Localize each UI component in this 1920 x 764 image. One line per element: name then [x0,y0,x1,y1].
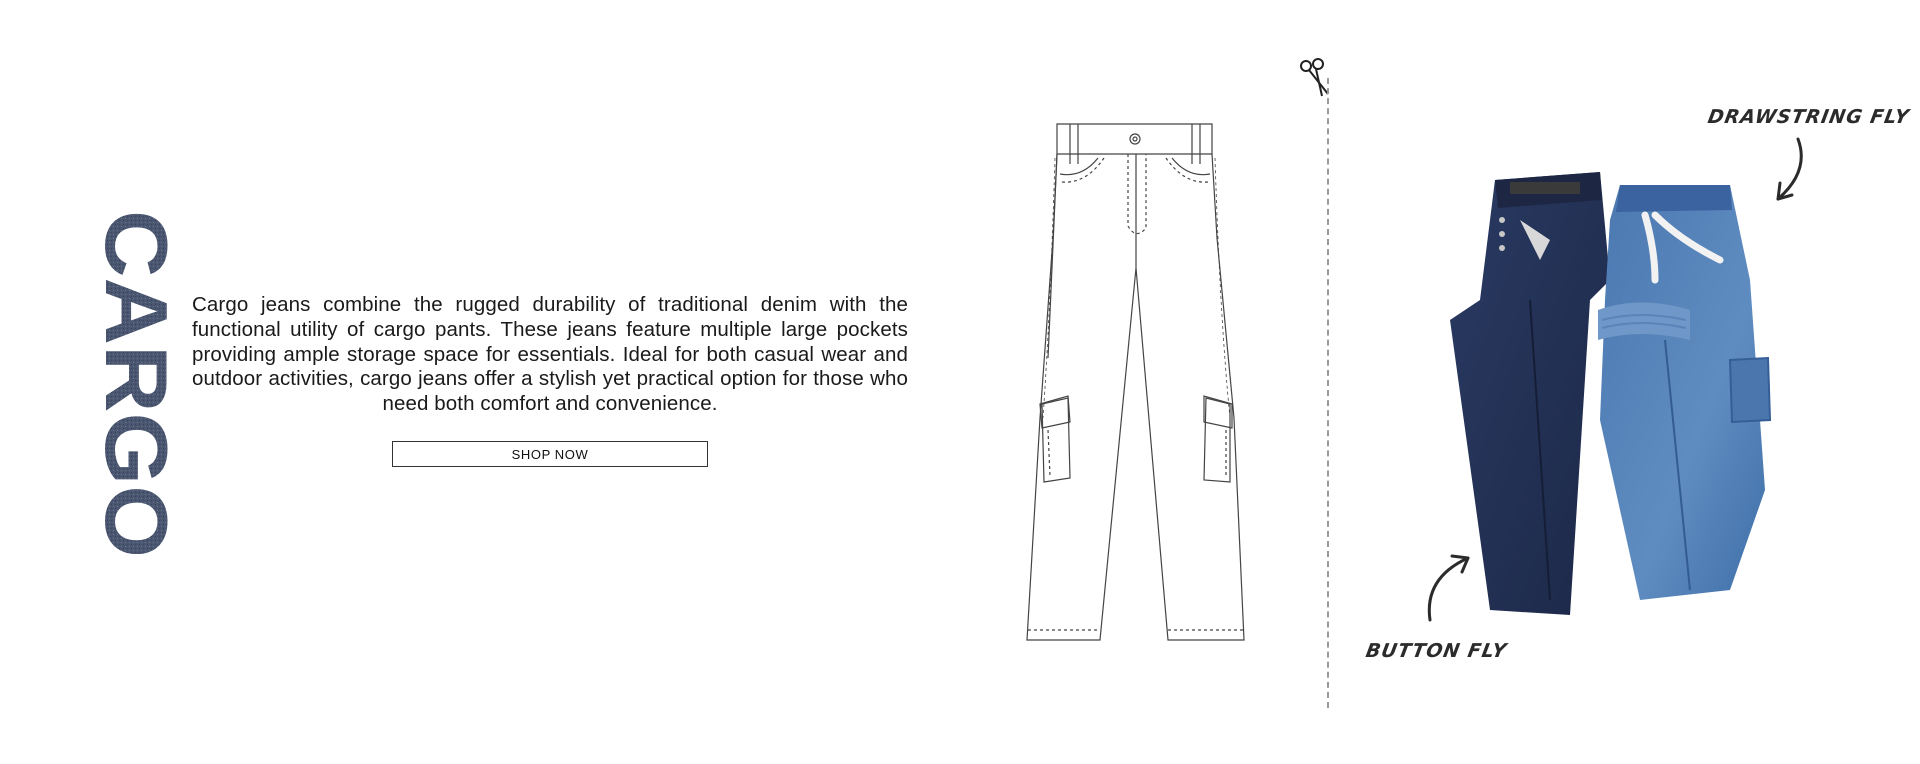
description-text: Cargo jeans combine the rugged durability of traditional denim with the functional utility of cargo pants. These jeans feature multiple large pockets providing ample storage space for essentials. Ideal for both casual wear and outdoor activities, cargo jeans offer a stylish yet practical option for those who need both comfort and convenience. [192,293,908,416]
vertical-title [42,210,186,558]
cargo-jeans-photo [1430,160,1810,610]
curved-arrow-icon [1416,548,1476,624]
button-fly-label: BUTTON FLY [1364,640,1509,662]
vertical-title-text: CARGO [87,210,186,538]
drawstring-fly-label: DRAWSTRING FLY [1706,106,1912,128]
shop-now-button[interactable]: SHOP NOW [392,441,708,467]
cargo-jeans-flat-sketch [990,118,1280,648]
curved-arrow-icon [1770,135,1820,207]
dashed-cut-line [1327,78,1329,708]
